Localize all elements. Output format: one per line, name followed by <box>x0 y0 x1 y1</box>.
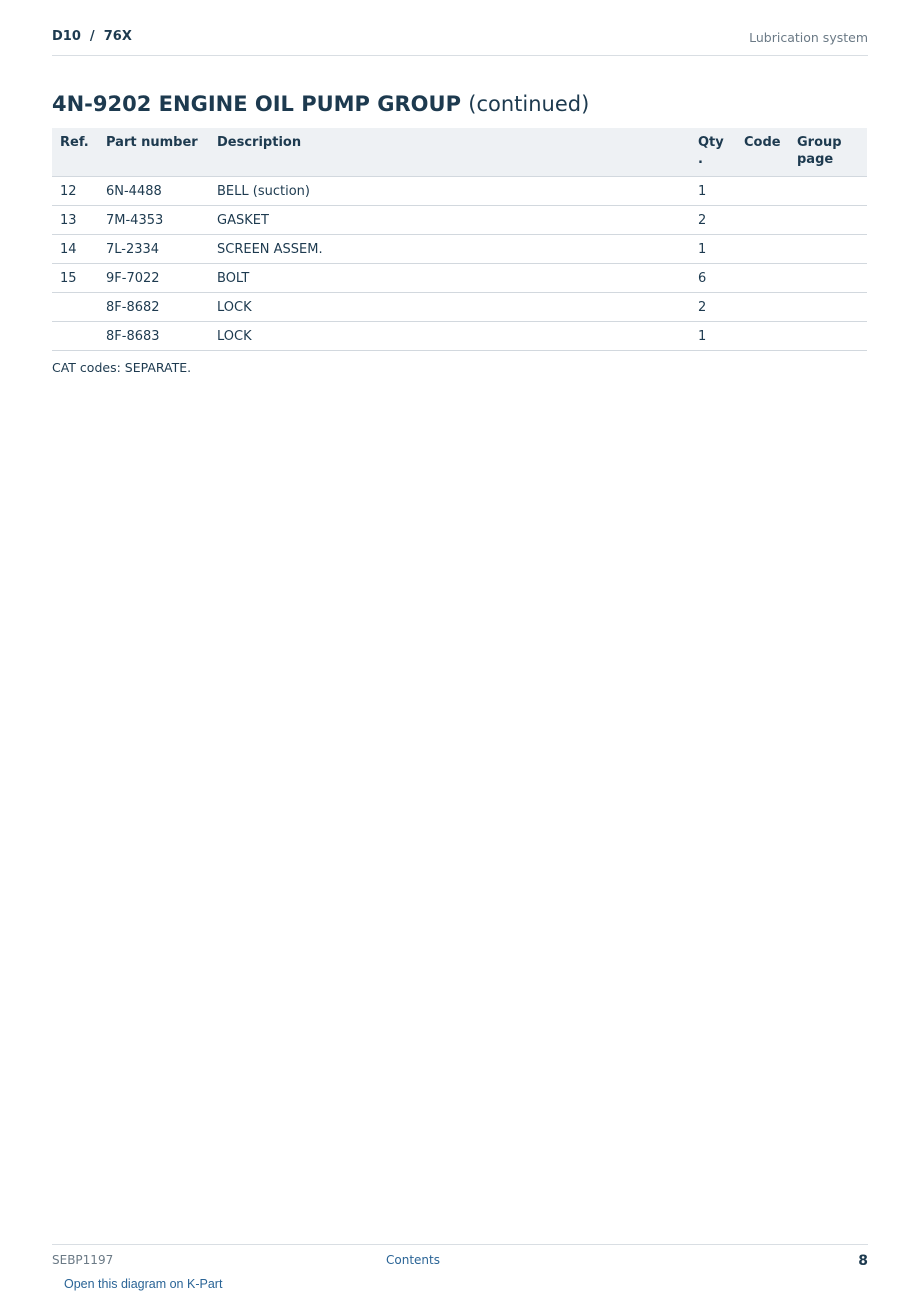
document-id: SEBP1197 <box>52 1253 114 1267</box>
page-number: 8 <box>858 1253 868 1269</box>
parts-table <box>52 128 867 351</box>
open-on-kpart-link[interactable]: Open this diagram on K-Part <box>64 1277 223 1291</box>
table-row <box>52 235 867 264</box>
cell-part-number: 7L-2334 <box>98 235 209 264</box>
column-header-qty <box>690 128 736 177</box>
cell-description: BOLT <box>209 264 690 293</box>
cell-code <box>736 206 789 235</box>
cell-qty: 1 <box>690 235 736 264</box>
column-header-qty-line1: Qty <box>698 135 724 150</box>
cell-ref: 14 <box>52 235 98 264</box>
table-row <box>52 322 867 351</box>
column-header-ref: Ref. <box>52 128 98 177</box>
cell-qty: 2 <box>690 206 736 235</box>
cell-qty: 1 <box>690 177 736 206</box>
cell-description: LOCK <box>209 293 690 322</box>
column-header-group-line1: Group <box>797 135 842 150</box>
cell-code <box>736 293 789 322</box>
column-header-qty-line2: . <box>698 152 703 167</box>
column-header-code: Code <box>736 128 789 177</box>
cell-qty: 6 <box>690 264 736 293</box>
cell-part-number: 6N-4488 <box>98 177 209 206</box>
table-row <box>52 264 867 293</box>
column-header-part-number: Part number <box>98 128 209 177</box>
contents-link[interactable]: Contents <box>386 1253 440 1267</box>
cell-qty: 2 <box>690 293 736 322</box>
table-header-row <box>52 128 867 177</box>
page-header <box>52 28 868 56</box>
cell-description: LOCK <box>209 322 690 351</box>
cell-code <box>736 322 789 351</box>
page-title <box>52 90 589 118</box>
cell-part-number: 9F-7022 <box>98 264 209 293</box>
cell-group-page <box>789 322 867 351</box>
column-header-description: Description <box>209 128 690 177</box>
section-name: Lubrication system <box>749 30 868 45</box>
cell-group-page <box>789 264 867 293</box>
cell-ref: 12 <box>52 177 98 206</box>
machine-model: D10 / 76X <box>52 29 132 44</box>
cell-group-page <box>789 206 867 235</box>
cell-group-page <box>789 235 867 264</box>
column-header-group-line2: page <box>797 152 834 167</box>
cell-code <box>736 177 789 206</box>
table-row <box>52 177 867 206</box>
cell-part-number: 7M-4353 <box>98 206 209 235</box>
page-title-main: 4N-9202 ENGINE OIL PUMP GROUP <box>52 92 461 116</box>
cell-group-page <box>789 177 867 206</box>
cell-part-number: 8F-8683 <box>98 322 209 351</box>
cell-ref <box>52 293 98 322</box>
page-footer <box>52 1244 868 1291</box>
cell-qty: 1 <box>690 322 736 351</box>
cell-ref: 15 <box>52 264 98 293</box>
table-row <box>52 206 867 235</box>
page-title-suffix: (continued) <box>468 92 590 116</box>
cell-description: BELL (suction) <box>209 177 690 206</box>
cell-ref: 13 <box>52 206 98 235</box>
column-header-group-page <box>789 128 867 177</box>
cell-ref <box>52 322 98 351</box>
cell-code <box>736 235 789 264</box>
cat-codes-note: CAT codes: SEPARATE. <box>52 360 192 375</box>
cell-description: SCREEN ASSEM. <box>209 235 690 264</box>
cell-group-page <box>789 293 867 322</box>
cell-description: GASKET <box>209 206 690 235</box>
cell-code <box>736 264 789 293</box>
table-row <box>52 293 867 322</box>
cell-part-number: 8F-8682 <box>98 293 209 322</box>
